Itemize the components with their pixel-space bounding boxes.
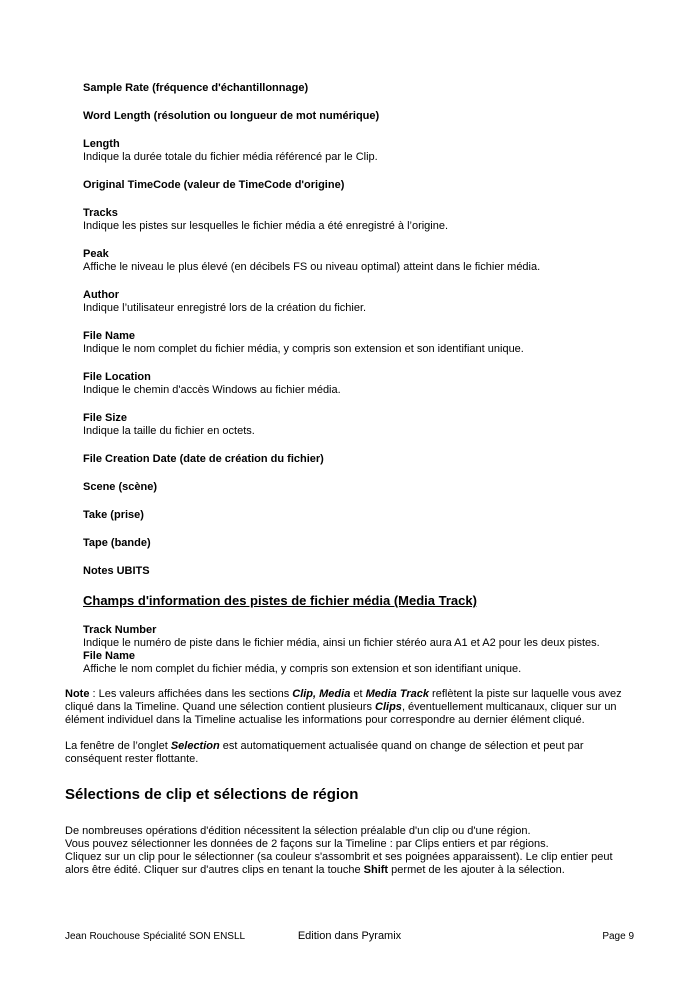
field-description: Indique le chemin d'accès Windows au fichier média. (83, 384, 341, 396)
page-footer (65, 930, 634, 942)
field-label: Original TimeCode (valeur de TimeCode d'origine) (83, 179, 345, 191)
field-tracks (83, 207, 634, 233)
field-label: Tape (bande) (83, 537, 151, 549)
field-label: Take (prise) (83, 509, 144, 521)
field-label: Scene (scène) (83, 481, 157, 493)
field-description: Indique la taille du fichier en octets. (83, 425, 255, 437)
field-label: Notes UBITS (83, 565, 150, 577)
field-description: Indique la durée totale du fichier média référencé par le Clip. (83, 151, 378, 163)
field-author (83, 289, 634, 315)
field-file-size (83, 412, 634, 438)
field-media-file-name (83, 650, 634, 676)
field-label: Peak (83, 248, 109, 260)
field-label: Length (83, 138, 120, 150)
field-peak (83, 248, 634, 274)
field-label: Sample Rate (fréquence d'échantillonnage) (83, 82, 309, 94)
field-label: Tracks (83, 207, 118, 219)
region-section-body (65, 825, 634, 877)
footer-title: Edition dans Pyramix (297, 930, 402, 942)
field-description: Indique le numéro de piste dans le fichier média, ainsi un fichier stéréo aura A1 et A2 pour les deux pistes. (83, 637, 600, 649)
media-track-heading: Champs d'information des pistes de fichier média (Media Track) (83, 593, 477, 608)
field-length (83, 138, 634, 164)
field-label: Author (83, 289, 120, 301)
field-label: Word Length (résolution ou longueur de mot numérique) (83, 110, 380, 122)
field-file-location (83, 371, 634, 397)
field-file-creation-date (83, 453, 634, 466)
field-label: Track Number (83, 624, 157, 636)
field-notes-ubits (83, 565, 634, 578)
field-label: File Name (83, 330, 135, 342)
field-file-name (83, 330, 634, 356)
field-tape (83, 537, 634, 550)
region-section-heading: Sélections de clip et sélections de région (65, 786, 359, 803)
footer-author: Jean Rouchouse Spécialité SON ENSLL (65, 931, 246, 942)
clip-fields-section (65, 82, 634, 676)
field-take (83, 509, 634, 522)
field-sample-rate (83, 82, 634, 95)
field-track-number (83, 624, 634, 650)
field-description: Indique le nom complet du fichier média, y compris son extension et son identifiant unique. (83, 343, 524, 355)
field-label: File Creation Date (date de création du fichier) (83, 453, 324, 465)
region-line: Cliquez sur un clip pour le sélectionner (sa couleur s'assombrit et ses poignées apparaissent). Le clip entier peut alors être édité. Cliquer sur d'autres clips en tenant la touche Shift permet de les ajouter à la sélection. (65, 851, 613, 876)
field-description: Indique les pistes sur lesquelles le fichier média a été enregistré à l’origine. (83, 220, 449, 232)
field-scene (83, 481, 634, 494)
note-paragraph: Note : Les valeurs affichées dans les sections Clip, Media et Media Track reflètent la piste sur laquelle vous avez cliqué dans la Timeline. Quand une sélection contient plusieurs Clips, éventuellement multicanaux, cliquer sur un élément individuel dans la Timeline actualise les informations pour correspondre au dernier élément cliqué. (65, 688, 622, 726)
field-label: File Location (83, 371, 151, 383)
region-line: Vous pouvez sélectionner les données de 2 façons sur la Timeline : par Clips entiers et par régions. (65, 838, 549, 850)
field-label: File Size (83, 412, 128, 424)
field-word-length (83, 110, 634, 123)
selection-tab-paragraph: La fenêtre de l’onglet Selection est automatiquement actualisée quand on change de sélection et peut par conséquent rester flottante. (65, 740, 584, 765)
field-description: Indique l’utilisateur enregistré lors de la création du fichier. (83, 302, 367, 314)
field-description: Affiche le niveau le plus élevé (en décibels FS ou niveau optimal) atteint dans le fichier média. (83, 261, 541, 273)
region-line: De nombreuses opérations d'édition nécessitent la sélection préalable d'un clip ou d'une région. (65, 825, 531, 837)
field-label: File Name (83, 650, 135, 662)
media-track-fields-section (83, 624, 634, 676)
footer-page-number: Page 9 (602, 931, 635, 942)
field-original-timecode (83, 179, 634, 192)
field-description: Affiche le nom complet du fichier média, y compris son extension et son identifiant unique. (83, 663, 522, 675)
